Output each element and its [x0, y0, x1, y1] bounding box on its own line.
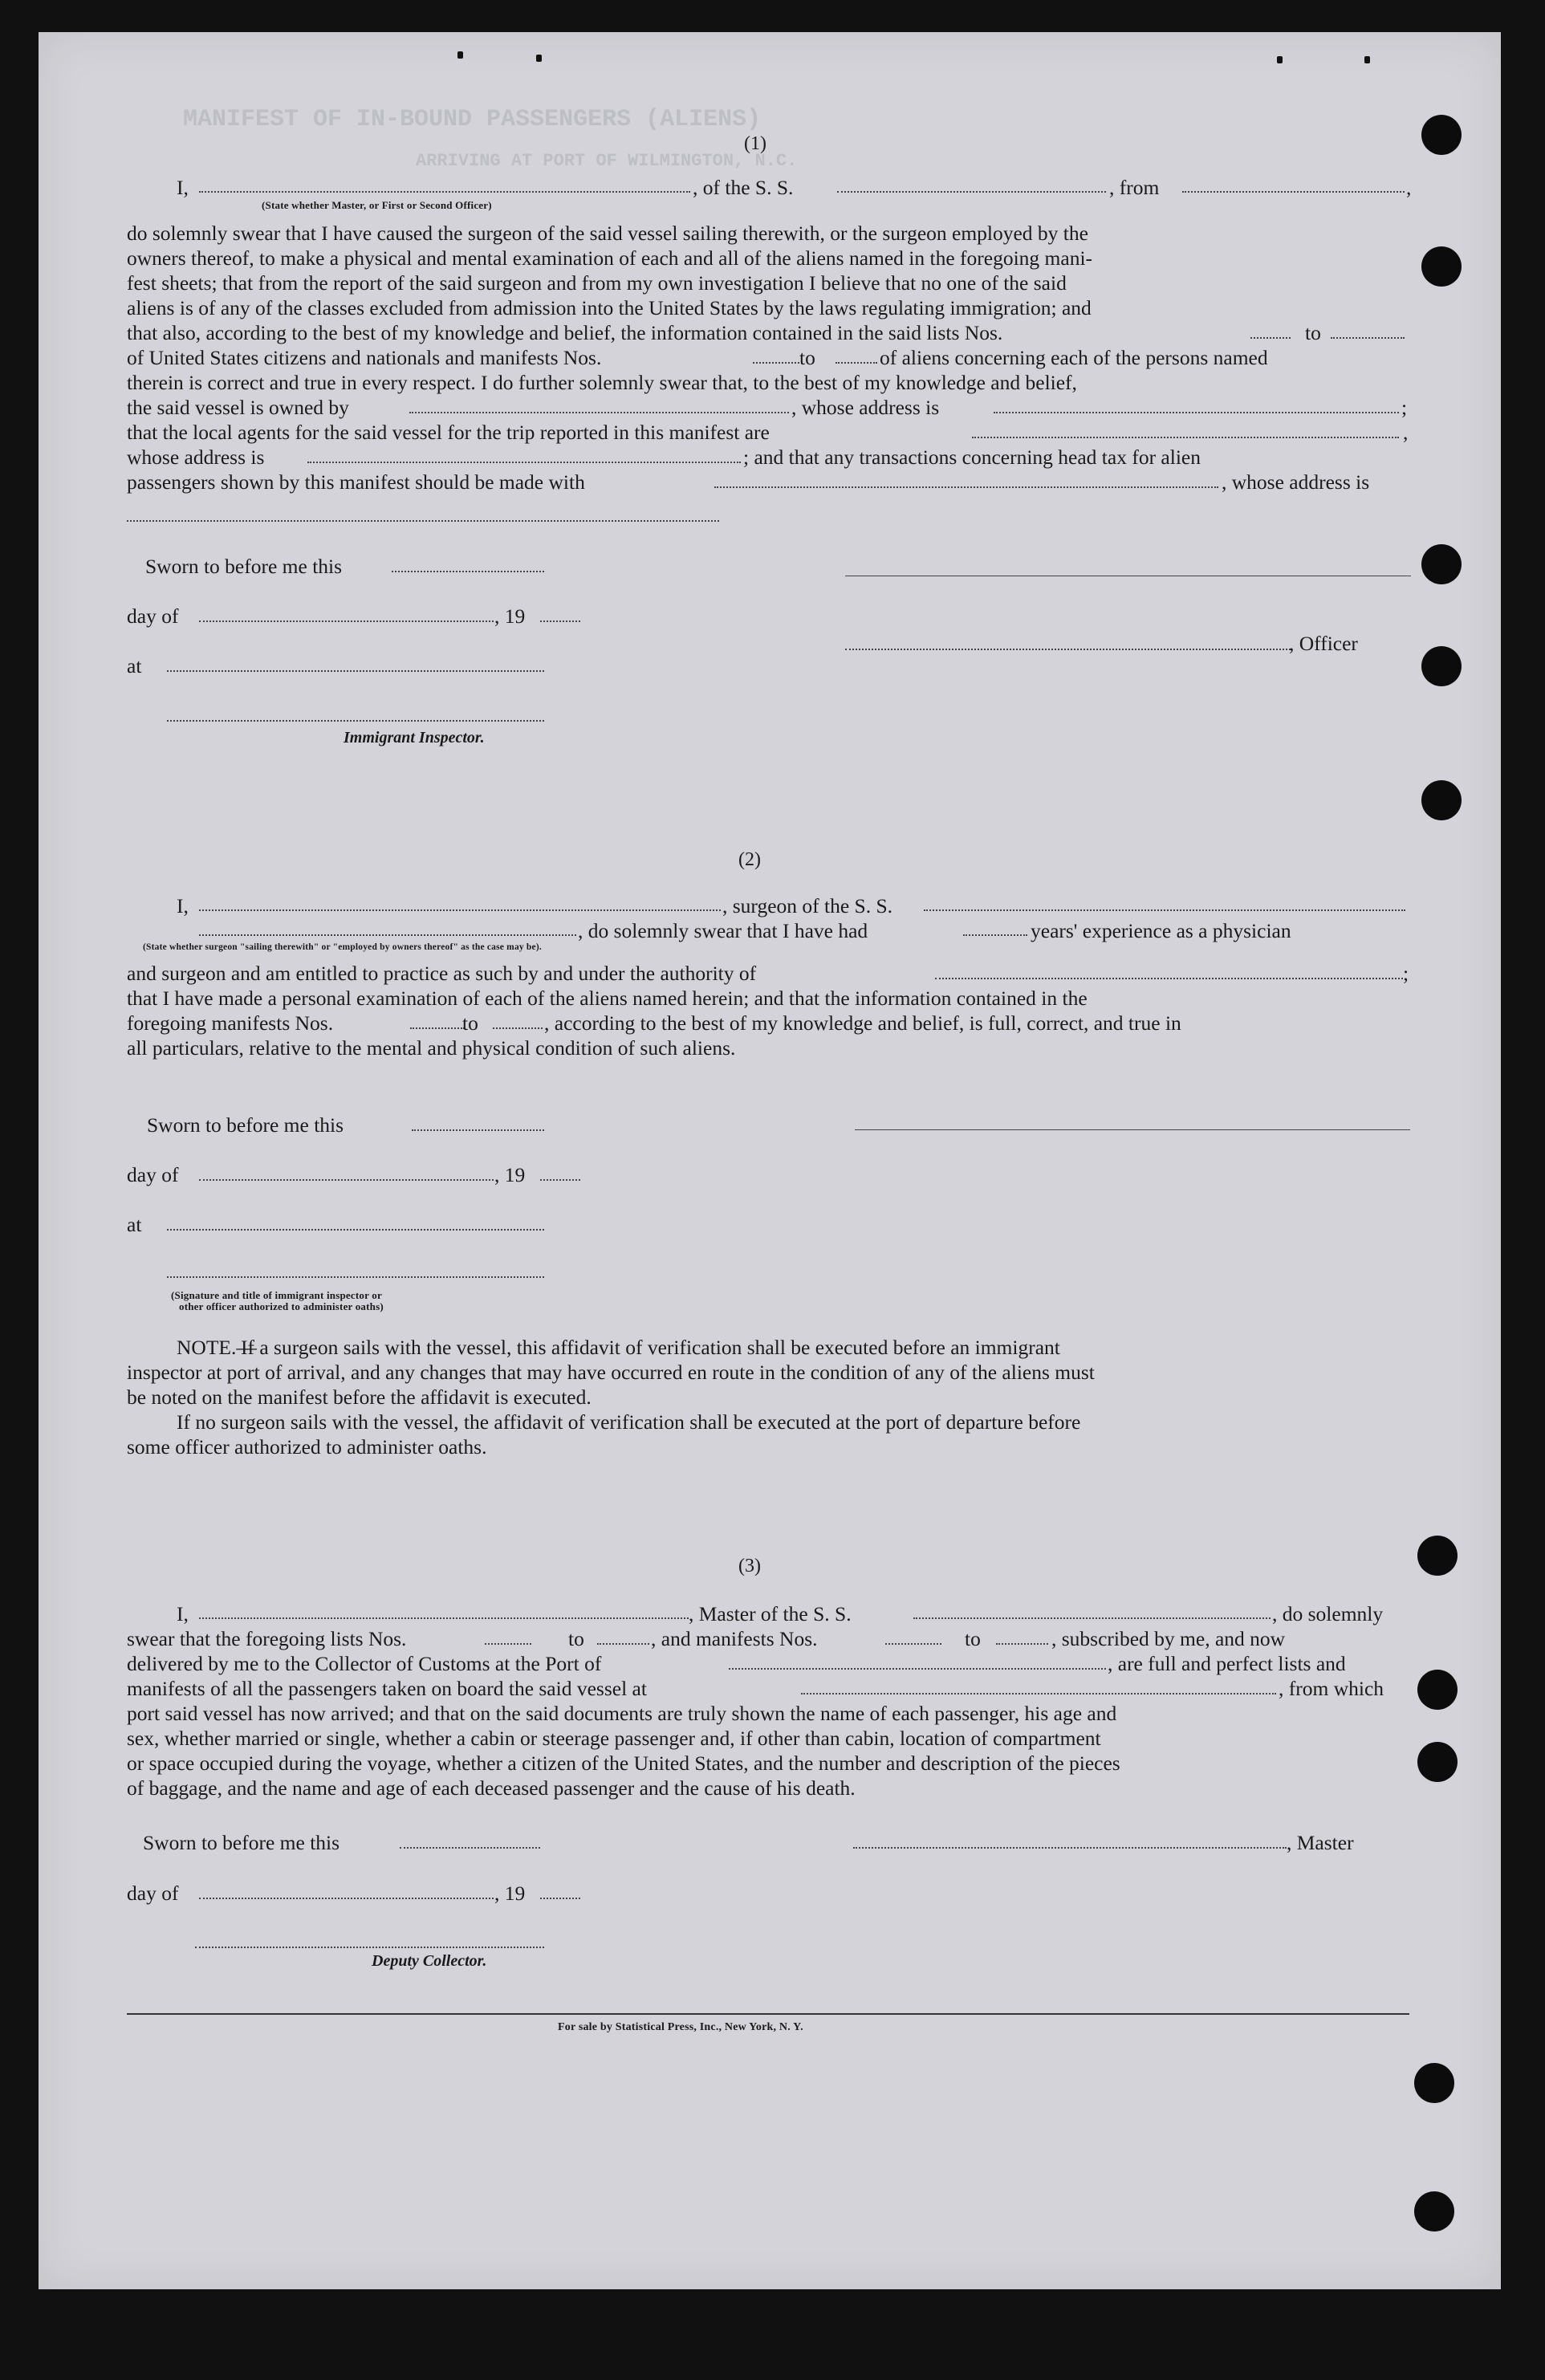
- s1-line2: owners thereof, to make a physical and mental examination of each and all of the aliens named in the foregoing mani-: [127, 246, 1093, 270]
- s2-sworn: Sworn to before me this: [147, 1113, 344, 1137]
- s3-lists-from-field[interactable]: [485, 1643, 531, 1645]
- s1-inspector-signature-field[interactable]: [167, 720, 544, 722]
- surgeon-status-field[interactable]: [199, 934, 576, 936]
- officer-label: , Officer: [1289, 632, 1358, 655]
- section2-number: (2): [738, 849, 761, 870]
- s3-manifests-to-field[interactable]: [996, 1643, 1048, 1645]
- s2-line4a: foregoing manifests Nos.: [127, 1011, 334, 1035]
- punch-hole: [1421, 780, 1462, 820]
- s2-line5: all particulars, relative to the mental and physical condition of such aliens.: [127, 1036, 736, 1060]
- punch-hole: [1414, 2191, 1454, 2232]
- s3-master-label: , Master of the S. S.: [689, 1602, 852, 1625]
- customs-port-field[interactable]: [729, 1668, 1106, 1670]
- punch-hole: [1421, 115, 1462, 155]
- surgeon-signature-line[interactable]: [855, 1129, 1410, 1130]
- s3-sworn: Sworn to before me this: [143, 1831, 340, 1854]
- s1-at-field[interactable]: [167, 670, 544, 672]
- s1-line4: aliens is of any of the classes excluded from admission into the United States by the laws regulating immigration; and: [127, 296, 1092, 319]
- punch-hole: [1417, 1742, 1458, 1782]
- speck: [1364, 56, 1370, 63]
- section1-number: (1): [744, 133, 766, 154]
- s1-day-of: day of: [127, 604, 179, 628]
- s3-line7: or space occupied during the voyage, whether a citizen of the United States, and the number and description of the pieces: [127, 1751, 1120, 1775]
- punch-hole: [1417, 1536, 1458, 1576]
- punch-hole: [1414, 2063, 1454, 2103]
- speck: [536, 55, 542, 62]
- s2-manifests-from-field[interactable]: [410, 1027, 465, 1029]
- s1-line5a: that also, according to the best of my knowledge and belief, the information contained in the said lists Nos.: [127, 321, 1003, 344]
- s1-sworn: Sworn to before me this: [145, 555, 343, 578]
- note-line3: be noted on the manifest before the affidavit is executed.: [127, 1385, 592, 1409]
- officer-signature-line-2[interactable]: [845, 649, 1291, 650]
- s1-line6c: of aliens concerning each of the persons named: [880, 346, 1268, 369]
- s2-at: at: [127, 1213, 142, 1236]
- s1-sworn-date-field[interactable]: [392, 571, 544, 572]
- boarding-port-field[interactable]: [801, 1693, 1276, 1694]
- note-lead: NOTE.—: [177, 1336, 257, 1359]
- s3-line2a: swear that the foregoing lists Nos.: [127, 1627, 407, 1650]
- s2-swear-label: , do solemnly swear that I have had: [578, 919, 868, 942]
- s2-line2b: ;: [1403, 962, 1409, 985]
- owner-field[interactable]: [409, 412, 789, 413]
- s2-line4c: , according to the best of my knowledge and belief, is full, correct, and true in: [544, 1011, 1181, 1035]
- s2-line3: that I have made a personal examination of each of the aliens named herein; and that the information contained in the: [127, 987, 1088, 1010]
- s3-line3a: delivered by me to the Collector of Customs at the Port of: [127, 1652, 602, 1675]
- s2-year: , 19: [494, 1163, 526, 1186]
- s3-i-label: I,: [177, 1602, 189, 1625]
- s1-line10a: whose address is: [127, 445, 265, 469]
- officer-note: (State whether Master, or First or Second Officer): [262, 199, 492, 211]
- master-signature-field[interactable]: [853, 1847, 1287, 1849]
- lists-to-field[interactable]: [1331, 337, 1405, 339]
- s2-line4b: to: [462, 1011, 478, 1035]
- punch-hole: [1417, 1670, 1458, 1710]
- from-port-field[interactable]: [1182, 191, 1405, 193]
- speck: [457, 51, 463, 59]
- s3-day-of: day of: [127, 1882, 179, 1905]
- authority-field[interactable]: [935, 978, 1403, 979]
- ss-label: , of the S. S.: [693, 176, 794, 199]
- s1-line9b: ,: [1403, 421, 1409, 444]
- note-p2-line1: If no surgeon sails with the vessel, the affidavit of verification shall be executed at the port of departure before: [177, 1410, 1081, 1434]
- s2-i-label: I,: [177, 894, 189, 917]
- agents-address-field[interactable]: [307, 462, 741, 463]
- s1-line10b: ; and that any transactions concerning head tax for alien: [743, 445, 1201, 469]
- note-p2-line2: some officer authorized to administer oaths.: [127, 1435, 487, 1459]
- s2-year-field[interactable]: [540, 1179, 580, 1181]
- s1-line6b: to: [799, 346, 815, 369]
- note-line2: inspector at port of arrival, and any changes that may have occurred en route in the condition of any of the aliens must: [127, 1361, 1095, 1384]
- s3-lists-to-field[interactable]: [597, 1643, 649, 1645]
- surgeon-ss-label: , surgeon of the S. S.: [722, 894, 893, 917]
- s3-year-field[interactable]: [540, 1898, 580, 1899]
- s1-line3: fest sheets; that from the report of the said surgeon and from my own investigation I believe that no one of the said: [127, 271, 1067, 295]
- from-end-comma: ,: [1406, 176, 1412, 199]
- section3-number: (3): [738, 1556, 761, 1576]
- s3-line2d: to: [965, 1627, 981, 1650]
- s2-day-of: day of: [127, 1163, 179, 1186]
- s3-line8: of baggage, and the name and age of each deceased passenger and the cause of his death.: [127, 1776, 856, 1800]
- master-label: , Master: [1287, 1831, 1354, 1854]
- s1-line9a: that the local agents for the said vessel for the trip reported in this manifest are: [127, 421, 770, 444]
- s2-sworn-date-field[interactable]: [412, 1129, 544, 1131]
- s1-line8c: ;: [1401, 396, 1408, 419]
- from-label: , from: [1109, 176, 1160, 199]
- s3-line2e: , subscribed by me, and now: [1051, 1627, 1286, 1650]
- s3-line2c: , and manifests Nos.: [651, 1627, 818, 1650]
- s1-line8b: , whose address is: [791, 396, 940, 419]
- s1-day-field[interactable]: [199, 620, 494, 622]
- s1-line5b: to: [1305, 321, 1321, 344]
- lists-from-field[interactable]: [1250, 337, 1291, 339]
- speck: [1277, 56, 1283, 63]
- head-tax-agent-field[interactable]: [714, 486, 1218, 488]
- s2-years-label: years' experience as a physician: [1031, 919, 1291, 942]
- years-experience-field[interactable]: [963, 934, 1027, 936]
- head-tax-address-field[interactable]: [127, 520, 719, 522]
- immigrant-inspector-label: Immigrant Inspector.: [344, 729, 485, 747]
- surgeon-note: (State whether surgeon "sailing therewith" or "employed by owners thereof" as the case may be).: [143, 942, 542, 952]
- s3-line3b: , are full and perfect lists and: [1108, 1652, 1346, 1675]
- deputy-collector-label: Deputy Collector.: [372, 1952, 487, 1970]
- s2-manifests-to-field[interactable]: [493, 1027, 543, 1029]
- s3-line6: sex, whether married or single, whether a cabin or steerage passenger and, if other than cabin, location of compartment: [127, 1727, 1101, 1750]
- s3-manifests-from-field[interactable]: [885, 1643, 941, 1645]
- s1-line8a: the said vessel is owned by: [127, 396, 349, 419]
- s3-line2b: to: [568, 1627, 584, 1650]
- manifests-from-field[interactable]: [753, 362, 803, 364]
- officer-field[interactable]: [199, 191, 690, 193]
- manifest-page: [39, 32, 1501, 2289]
- owner-address-field[interactable]: [994, 412, 1399, 413]
- sig-note-line1: (Signature and title of immigrant inspector or: [171, 1289, 382, 1301]
- faint-header-line2: ARRIVING AT PORT OF WILMINGTON, N.C.: [416, 151, 798, 171]
- s3-name-field[interactable]: [199, 1617, 689, 1619]
- punch-hole: [1421, 646, 1462, 686]
- agents-field[interactable]: [972, 437, 1399, 438]
- faint-header-line1: MANIFEST OF IN-BOUND PASSENGERS (ALIENS): [183, 106, 762, 133]
- sig-note-line2: other officer authorized to administer oaths): [179, 1300, 384, 1312]
- s2-vessel-field[interactable]: [924, 909, 1405, 911]
- s3-day-field[interactable]: [199, 1898, 494, 1899]
- punch-hole: [1421, 246, 1462, 287]
- s3-solemnly: , do solemnly: [1272, 1602, 1384, 1625]
- s1-line11b: , whose address is: [1222, 470, 1370, 494]
- s2-inspector-signature-field[interactable]: [167, 1276, 544, 1278]
- s1-line11a: passengers shown by this manifest should be made with: [127, 470, 585, 494]
- manifests-to-field[interactable]: [836, 362, 877, 364]
- note-line1: If a surgeon sails with the vessel, this affidavit of verification shall be executed before an immigrant: [241, 1336, 1060, 1359]
- vessel-name-field[interactable]: [837, 191, 1106, 193]
- section1-i-label: I,: [177, 176, 189, 199]
- s1-year-field[interactable]: [540, 620, 580, 622]
- s2-line2a: and surgeon and am entitled to practice as such by and under the authority of: [127, 962, 757, 985]
- s3-line5: port said vessel has now arrived; and that on the said documents are truly shown the name of each passenger, his age and: [127, 1702, 1117, 1725]
- s2-at-field[interactable]: [167, 1229, 544, 1231]
- deputy-signature-field[interactable]: [195, 1947, 544, 1948]
- s3-vessel-field[interactable]: [913, 1617, 1271, 1619]
- s2-name-field[interactable]: [199, 909, 721, 911]
- s3-sworn-date-field[interactable]: [400, 1847, 540, 1849]
- s3-year: , 19: [494, 1882, 526, 1905]
- s3-line4b: , from which: [1279, 1677, 1384, 1700]
- s1-year: , 19: [494, 604, 526, 628]
- s2-day-field[interactable]: [199, 1179, 494, 1181]
- footer-text: For sale by Statistical Press, Inc., New York, N. Y.: [558, 2021, 803, 2033]
- footer-rule: [127, 2013, 1409, 2015]
- punch-hole: [1421, 544, 1462, 584]
- s1-line7: therein is correct and true in every respect. I do further solemnly swear that, to the best of my knowledge and belief,: [127, 371, 1077, 394]
- s1-at: at: [127, 654, 142, 677]
- s3-line4a: manifests of all the passengers taken on board the said vessel at: [127, 1677, 647, 1700]
- s1-line1: do solemnly swear that I have caused the surgeon of the said vessel sailing therewith, or the surgeon employed by the: [127, 222, 1088, 245]
- s1-line6a: of United States citizens and nationals and manifests Nos.: [127, 346, 602, 369]
